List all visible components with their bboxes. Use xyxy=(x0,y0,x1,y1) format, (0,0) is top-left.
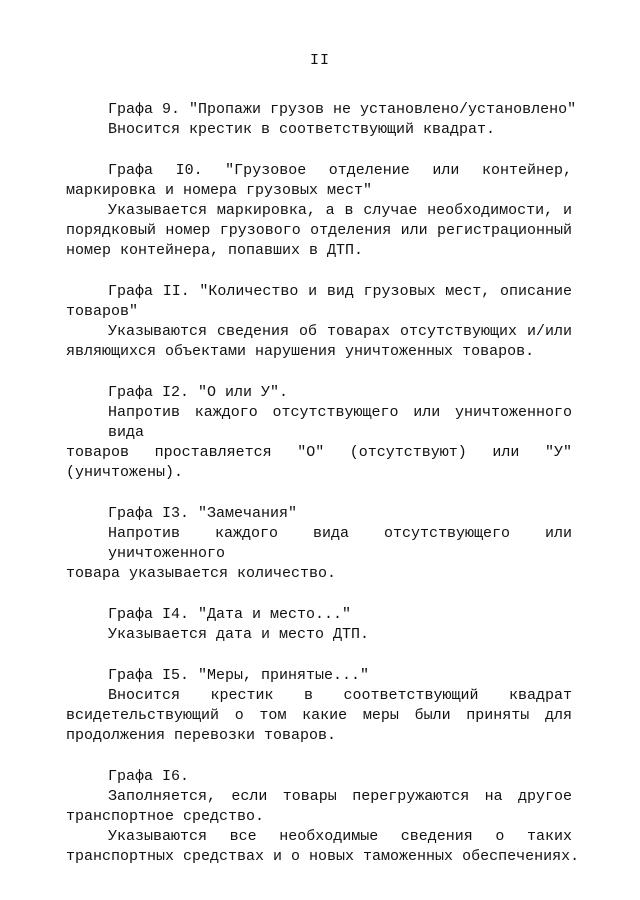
paragraph-line: являющихся объектами нарушения уничтоженных товаров. xyxy=(66,343,535,360)
section-heading-continuation: маркировка и номера грузовых мест" xyxy=(66,182,373,199)
paragraph-line: продолжения перевозки товаров. xyxy=(66,727,337,744)
section-heading: Графа 9. "Пропажи грузов не установлено/установлено" xyxy=(108,101,577,118)
section-heading: Графа I3. "Замечания" xyxy=(108,505,298,522)
section-heading: Графа I4. "Дата и место..." xyxy=(108,606,352,623)
paragraph-line: порядковый номер грузового отделения или регистрационный xyxy=(66,222,572,239)
section-heading-continuation: товаров" xyxy=(66,303,139,320)
section-grafa-15 xyxy=(66,666,572,746)
section-heading: Графа I5. "Меры, принятые..." xyxy=(108,667,370,684)
paragraph-line: транспортное средство. xyxy=(66,808,265,825)
document-body xyxy=(66,100,580,888)
section-grafa-14 xyxy=(66,605,572,645)
section-grafa-10 xyxy=(66,161,572,261)
section-grafa-12 xyxy=(66,383,572,483)
section-grafa-13 xyxy=(66,504,572,584)
section-grafa-11 xyxy=(66,282,572,362)
section-heading: Графа I0. "Грузовое отделение или контейнер, xyxy=(108,162,572,179)
paragraph-line: Указывается маркировка, а в случае необходимости, и xyxy=(108,202,572,219)
paragraph-line: Указываются все необходимые сведения о таких xyxy=(108,828,572,845)
paragraph-line: Напротив каждого вида отсутствующего или уничтоженного xyxy=(108,525,572,562)
section-heading: Графа I6. xyxy=(108,768,190,785)
paragraph-line: Указываются сведения об товарах отсутствующих и/или xyxy=(108,323,572,340)
section-grafa-16 xyxy=(66,767,580,867)
paragraph-line: Заполняется, если товары перегружаются на другое xyxy=(108,788,572,805)
paragraph-line: Указывается дата и место ДТП. xyxy=(108,626,370,643)
paragraph-line: товаров проставляется "О" (отсутствуют) или "У" xyxy=(66,444,572,461)
paragraph-line: Вносится крестик в соответствующий квадрат xyxy=(108,687,572,704)
section-heading: Графа II. "Количество и вид грузовых мест, описание xyxy=(108,283,572,300)
section-grafa-9 xyxy=(66,100,577,140)
paragraph-line: товара указывается количество. xyxy=(66,565,337,582)
page-number: II xyxy=(309,52,330,69)
paragraph-line: транспортных средствах и о новых таможенных обеспечениях. xyxy=(66,848,580,865)
paragraph-line: Напротив каждого отсутствующего или уничтоженного вида xyxy=(108,404,572,441)
paragraph-line: (уничтожены). xyxy=(66,464,184,481)
paragraph-line: Вносится крестик в соответствующий квадрат. xyxy=(108,121,496,138)
paragraph-line: номер контейнера, попавших в ДТП. xyxy=(66,242,364,259)
paragraph-line: всидетельствующий о том какие меры были приняты для xyxy=(66,707,572,724)
section-heading: Графа I2. "О или У". xyxy=(108,384,289,401)
